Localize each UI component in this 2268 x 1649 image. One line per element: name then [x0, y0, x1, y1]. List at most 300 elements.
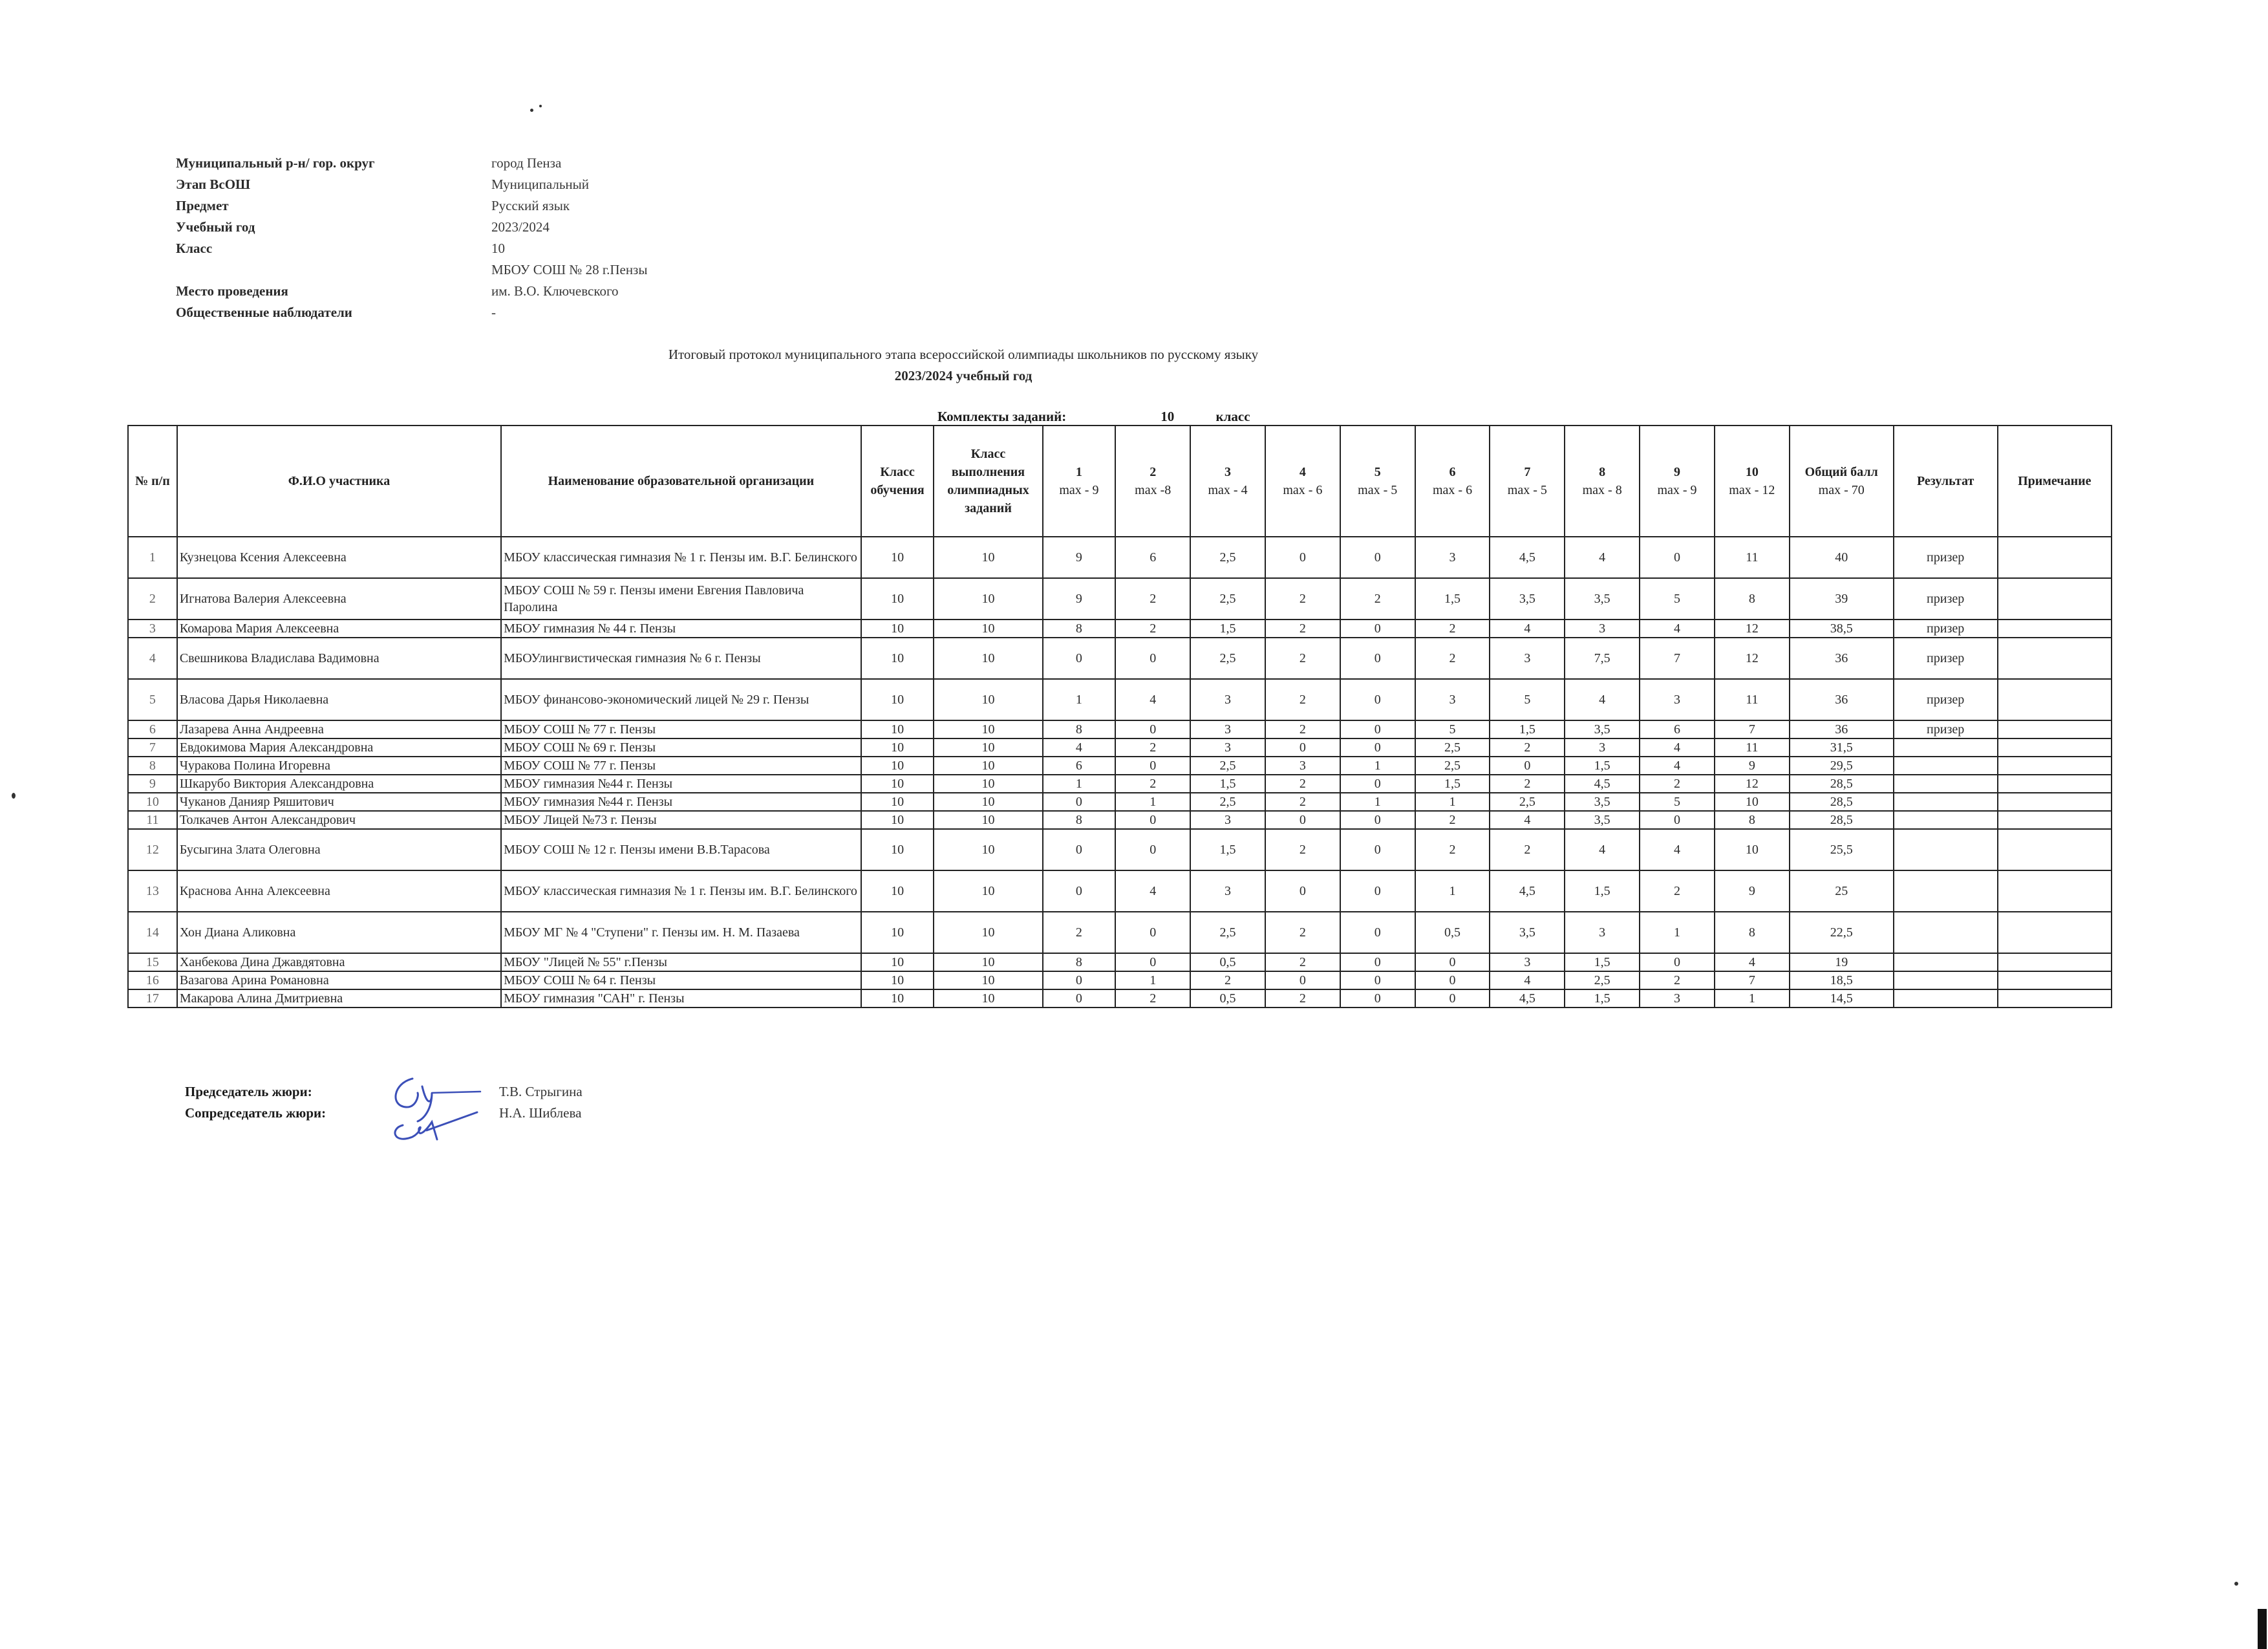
cell-score: 4,5: [1565, 775, 1640, 793]
meta-value: МБОУ СОШ № 28 г.Пензы: [491, 262, 648, 277]
cell-note: [1998, 537, 2112, 578]
cell-score: 4,5: [1490, 537, 1565, 578]
cell-score: 2,5: [1190, 912, 1265, 953]
header-result: Результат: [1894, 426, 1998, 537]
cell-score: 2: [1265, 720, 1340, 738]
cell-grade-tasks: 10: [934, 811, 1042, 829]
cell-note: [1998, 971, 2112, 989]
header-task-number: 5: [1374, 465, 1381, 479]
cell-score: 3: [1415, 537, 1490, 578]
cell-score: 1,5: [1490, 720, 1565, 738]
cell-score: 2,5: [1490, 793, 1565, 811]
cell-note: [1998, 738, 2112, 757]
cell-score: 0: [1340, 829, 1415, 870]
cell-score: 10: [1715, 793, 1790, 811]
cell-score: 4: [1715, 953, 1790, 971]
cell-name: Шкарубо Виктория Александровна: [177, 775, 501, 793]
cell-name: Евдокимова Мария Александровна: [177, 738, 501, 757]
cell-org: МБОУ классическая гимназия № 1 г. Пензы им. В.Г. Белинского: [501, 537, 861, 578]
cell-result: призер: [1894, 720, 1998, 738]
meta-label: [176, 259, 491, 281]
header-num: № п/п: [128, 426, 177, 537]
cell-score: 9: [1043, 578, 1116, 620]
meta-row: [176, 302, 647, 323]
cell-grade-tasks: 10: [934, 870, 1042, 912]
cell-org: МБОУ гимназия "САН" г. Пензы: [501, 989, 861, 1008]
cell-score: 11: [1715, 738, 1790, 757]
cell-num: 13: [128, 870, 177, 912]
header-task-max: max - 8: [1582, 483, 1622, 497]
cell-score: 8: [1715, 578, 1790, 620]
cell-score: 3: [1640, 679, 1715, 720]
header-task-max: max - 5: [1358, 483, 1398, 497]
header-task-number: 2: [1150, 465, 1157, 479]
cell-result: призер: [1894, 578, 1998, 620]
cell-total: 29,5: [1790, 757, 1894, 775]
table-row: [128, 989, 2112, 1008]
cell-score: 2: [1265, 638, 1340, 679]
header-name: Ф.И.О участника: [177, 426, 501, 537]
cell-score: 12: [1715, 620, 1790, 638]
cell-name: Хон Диана Аликовна: [177, 912, 501, 953]
cell-score: 4: [1640, 738, 1715, 757]
meta-label: Общественные наблюдатели: [176, 305, 352, 320]
cell-score: 7: [1640, 638, 1715, 679]
cell-score: 0: [1340, 775, 1415, 793]
cell-total: 28,5: [1790, 811, 1894, 829]
cell-num: 17: [128, 989, 177, 1008]
cell-org: МБОУ СОШ № 77 г. Пензы: [501, 757, 861, 775]
header-note: Примечание: [1998, 426, 2112, 537]
cell-org: МБОУ гимназия № 44 г. Пензы: [501, 620, 861, 638]
cell-score: 4: [1640, 829, 1715, 870]
meta-label: Муниципальный р-н/ гор. округ: [176, 155, 375, 171]
cell-num: 16: [128, 971, 177, 989]
header-task: [1115, 426, 1190, 537]
cell-grade: 10: [861, 953, 934, 971]
header-task-max: max - 4: [1208, 483, 1248, 497]
cell-result: [1894, 775, 1998, 793]
cell-org: МБОУ СОШ № 12 г. Пензы имени В.В.Тарасова: [501, 829, 861, 870]
cell-grade: 10: [861, 679, 934, 720]
cell-score: 1: [1415, 793, 1490, 811]
cell-score: 0: [1340, 912, 1415, 953]
cell-name: Чуканов Данияр Ряшитович: [177, 793, 501, 811]
cell-score: 0: [1340, 620, 1415, 638]
cell-total: 31,5: [1790, 738, 1894, 757]
cell-total: 25,5: [1790, 829, 1894, 870]
cell-score: 1: [1715, 989, 1790, 1008]
cell-score: 4: [1490, 620, 1565, 638]
cell-num: 7: [128, 738, 177, 757]
header-task-max: max - 12: [1729, 483, 1775, 497]
header-task-number: 9: [1674, 465, 1680, 479]
cell-score: 1: [1640, 912, 1715, 953]
meta-row: [176, 195, 647, 217]
cell-score: 1: [1115, 793, 1190, 811]
meta-value: Русский язык: [491, 198, 570, 213]
cell-name: Краснова Анна Алексеевна: [177, 870, 501, 912]
cell-score: 6: [1115, 537, 1190, 578]
cell-score: 2,5: [1415, 757, 1490, 775]
meta-label: Учебный год: [176, 219, 255, 235]
cell-grade-tasks: 10: [934, 578, 1042, 620]
table-row: [128, 912, 2112, 953]
table-header-row: [128, 426, 2112, 537]
cell-score: 8: [1043, 811, 1116, 829]
cell-score: 2: [1265, 953, 1340, 971]
cell-score: 0: [1340, 811, 1415, 829]
cell-score: 2: [1043, 912, 1116, 953]
table-row: [128, 811, 2112, 829]
cell-org: МБОУ классическая гимназия № 1 г. Пензы им. В.Г. Белинского: [501, 870, 861, 912]
header-task-number: 4: [1299, 465, 1306, 479]
cell-score: 0: [1340, 638, 1415, 679]
cell-org: МБОУ Лицей №73 г. Пензы: [501, 811, 861, 829]
cell-score: 0: [1340, 537, 1415, 578]
header-task-max: max -8: [1135, 483, 1171, 497]
cell-score: 2: [1265, 775, 1340, 793]
table-row: [128, 738, 2112, 757]
signature-row: [185, 1103, 583, 1124]
cell-grade-tasks: 10: [934, 793, 1042, 811]
cell-score: 3: [1640, 989, 1715, 1008]
cell-result: [1894, 811, 1998, 829]
cell-score: 1,5: [1190, 775, 1265, 793]
meta-value: им. В.О. Ключевского: [491, 283, 619, 299]
cell-score: 0: [1043, 638, 1116, 679]
cell-score: 4: [1490, 811, 1565, 829]
cell-score: 1,5: [1190, 620, 1265, 638]
meta-value: город Пенза: [491, 155, 562, 171]
header-task: [1715, 426, 1790, 537]
scan-speck: [530, 109, 533, 112]
cell-score: 0: [1115, 811, 1190, 829]
cell-result: [1894, 989, 1998, 1008]
cell-score: 2: [1115, 620, 1190, 638]
cell-num: 6: [128, 720, 177, 738]
cell-score: 3,5: [1490, 912, 1565, 953]
cell-grade: 10: [861, 912, 934, 953]
cell-result: [1894, 953, 1998, 971]
header-task: [1043, 426, 1116, 537]
meta-label: Этап ВсОШ: [176, 177, 251, 192]
cell-score: 6: [1043, 757, 1116, 775]
cell-score: 0: [1043, 793, 1116, 811]
cell-score: 3: [1190, 720, 1265, 738]
table-row: [128, 720, 2112, 738]
header-task: [1565, 426, 1640, 537]
header-task-number: 3: [1225, 465, 1232, 479]
cell-score: 0: [1415, 989, 1490, 1008]
cell-org: МБОУ гимназия №44 г. Пензы: [501, 793, 861, 811]
task-sets-value: 10: [1161, 409, 1175, 424]
cell-result: [1894, 912, 1998, 953]
cell-score: 2,5: [1415, 738, 1490, 757]
cell-score: 2: [1340, 578, 1415, 620]
cell-score: 2: [1640, 971, 1715, 989]
cell-name: Власова Дарья Николаевна: [177, 679, 501, 720]
cell-score: 2: [1415, 811, 1490, 829]
header-task: [1265, 426, 1340, 537]
cell-note: [1998, 638, 2112, 679]
cell-score: 4: [1640, 757, 1715, 775]
cell-score: 0: [1340, 720, 1415, 738]
cell-score: 2,5: [1565, 971, 1640, 989]
table-row: [128, 679, 2112, 720]
cell-score: 5: [1640, 793, 1715, 811]
cell-note: [1998, 829, 2112, 870]
cell-org: МБОУ МГ № 4 "Ступени" г. Пензы им. Н. М. Пазаева: [501, 912, 861, 953]
scan-speck: [539, 105, 542, 107]
cell-name: Лазарева Анна Андреевна: [177, 720, 501, 738]
cell-score: 1: [1043, 775, 1116, 793]
cell-score: 0: [1265, 537, 1340, 578]
cell-num: 11: [128, 811, 177, 829]
header-task-number: 8: [1599, 465, 1606, 479]
cell-score: 0,5: [1415, 912, 1490, 953]
cell-score: 3: [1415, 679, 1490, 720]
table-row: [128, 793, 2112, 811]
signature-role: Сопредседатель жюри:: [185, 1105, 326, 1121]
cell-grade-tasks: 10: [934, 775, 1042, 793]
cell-result: [1894, 870, 1998, 912]
cell-grade: 10: [861, 720, 934, 738]
cell-score: 12: [1715, 775, 1790, 793]
cell-score: 9: [1043, 537, 1116, 578]
table-row: [128, 870, 2112, 912]
cell-num: 10: [128, 793, 177, 811]
cell-grade-tasks: 10: [934, 620, 1042, 638]
cell-score: 0: [1043, 989, 1116, 1008]
cell-score: 2: [1640, 775, 1715, 793]
meta-value: -: [491, 305, 496, 320]
cell-name: Комарова Мария Алексеевна: [177, 620, 501, 638]
cell-score: 1,5: [1565, 953, 1640, 971]
cell-note: [1998, 870, 2112, 912]
cell-result: призер: [1894, 620, 1998, 638]
cell-score: 1,5: [1415, 775, 1490, 793]
cell-result: [1894, 738, 1998, 757]
cell-score: 2: [1490, 738, 1565, 757]
meta-row: [176, 259, 647, 281]
cell-total: 38,5: [1790, 620, 1894, 638]
cell-org: МБОУ СОШ № 59 г. Пензы имени Евгения Павловича Паролина: [501, 578, 861, 620]
cell-grade-tasks: 10: [934, 537, 1042, 578]
cell-num: 1: [128, 537, 177, 578]
header-task: [1190, 426, 1265, 537]
cell-score: 7,5: [1565, 638, 1640, 679]
cell-score: 2: [1115, 989, 1190, 1008]
meta-label: Класс: [176, 241, 213, 256]
table-row: [128, 638, 2112, 679]
cell-score: 2: [1490, 829, 1565, 870]
cell-grade-tasks: 10: [934, 912, 1042, 953]
cell-score: 0: [1115, 757, 1190, 775]
cell-total: 25: [1790, 870, 1894, 912]
cell-total: 19: [1790, 953, 1894, 971]
cell-total: 36: [1790, 720, 1894, 738]
header-task: [1340, 426, 1415, 537]
cell-score: 3: [1190, 679, 1265, 720]
cell-score: 2: [1115, 738, 1190, 757]
cell-score: 2: [1115, 578, 1190, 620]
cell-num: 9: [128, 775, 177, 793]
cell-score: 0: [1115, 638, 1190, 679]
cell-org: МБОУ СОШ № 77 г. Пензы: [501, 720, 861, 738]
cell-score: 3: [1490, 953, 1565, 971]
table-row: [128, 953, 2112, 971]
cell-num: 8: [128, 757, 177, 775]
header-task-max: max - 6: [1432, 483, 1473, 497]
cell-score: 4: [1565, 679, 1640, 720]
cell-total: 28,5: [1790, 775, 1894, 793]
cell-org: МБОУ СОШ № 64 г. Пензы: [501, 971, 861, 989]
cell-grade-tasks: 10: [934, 720, 1042, 738]
meta-row: [176, 153, 647, 174]
table-row: [128, 578, 2112, 620]
meta-value: 2023/2024: [491, 219, 550, 235]
cell-grade: 10: [861, 578, 934, 620]
header-total-label: Общий балл: [1804, 465, 1878, 479]
cell-org: МБОУ "Лицей № 55" г.Пензы: [501, 953, 861, 971]
cell-result: призер: [1894, 638, 1998, 679]
cell-note: [1998, 912, 2112, 953]
header-task-max: max - 9: [1059, 483, 1099, 497]
header-task-number: 6: [1449, 465, 1456, 479]
cell-score: 0,5: [1190, 953, 1265, 971]
cell-score: 8: [1043, 953, 1116, 971]
cell-note: [1998, 953, 2112, 971]
cell-score: 2: [1265, 620, 1340, 638]
header-task-max: max - 5: [1507, 483, 1547, 497]
cell-total: 28,5: [1790, 793, 1894, 811]
cell-score: 3,5: [1565, 793, 1640, 811]
cell-score: 2: [1265, 829, 1340, 870]
cell-score: 12: [1715, 638, 1790, 679]
cell-score: 0: [1640, 811, 1715, 829]
cell-num: 5: [128, 679, 177, 720]
cell-grade: 10: [861, 811, 934, 829]
cell-score: 4: [1640, 620, 1715, 638]
handwritten-signature: [387, 1067, 484, 1145]
cell-name: Вазагова Арина Романовна: [177, 971, 501, 989]
cell-score: 1,5: [1565, 989, 1640, 1008]
cell-total: 14,5: [1790, 989, 1894, 1008]
header-task-number: 1: [1075, 465, 1082, 479]
header-total: [1790, 426, 1894, 537]
cell-score: 3,5: [1490, 578, 1565, 620]
header-grade: Класс обучения: [861, 426, 934, 537]
cell-org: МБОУ СОШ № 69 г. Пензы: [501, 738, 861, 757]
cell-score: 0: [1340, 953, 1415, 971]
cell-score: 0: [1640, 537, 1715, 578]
header-grade-tasks: Класс выполнения олимпиадных заданий: [934, 426, 1042, 537]
cell-score: 2,5: [1190, 537, 1265, 578]
table-body: [128, 537, 2112, 1008]
cell-score: 1: [1340, 757, 1415, 775]
cell-grade: 10: [861, 870, 934, 912]
cell-grade: 10: [861, 775, 934, 793]
table-row: [128, 829, 2112, 870]
scan-edge-mark: [2258, 1609, 2267, 1649]
cell-note: [1998, 720, 2112, 738]
cell-score: 7: [1715, 971, 1790, 989]
header-task-number: 7: [1524, 465, 1531, 479]
cell-grade-tasks: 10: [934, 971, 1042, 989]
cell-org: МБОУ гимназия №44 г. Пензы: [501, 775, 861, 793]
header-task: [1415, 426, 1490, 537]
cell-score: 2: [1415, 638, 1490, 679]
cell-score: 0: [1415, 953, 1490, 971]
cell-score: 10: [1715, 829, 1790, 870]
meta-value: Муниципальный: [491, 177, 589, 192]
cell-grade: 10: [861, 793, 934, 811]
cell-score: 8: [1715, 811, 1790, 829]
cell-grade: 10: [861, 989, 934, 1008]
cell-score: 2: [1115, 775, 1190, 793]
cell-score: 4,5: [1490, 870, 1565, 912]
cell-score: 2: [1265, 578, 1340, 620]
cell-grade: 10: [861, 829, 934, 870]
cell-score: 0: [1115, 720, 1190, 738]
cell-score: 0: [1340, 679, 1415, 720]
cell-num: 15: [128, 953, 177, 971]
meta-row: [176, 238, 647, 259]
cell-score: 2,5: [1190, 757, 1265, 775]
header-task-max: max - 6: [1283, 483, 1323, 497]
cell-score: 1: [1043, 679, 1116, 720]
cell-score: 2: [1265, 793, 1340, 811]
cell-score: 3: [1565, 912, 1640, 953]
cell-note: [1998, 989, 2112, 1008]
cell-num: 4: [128, 638, 177, 679]
cell-note: [1998, 775, 2112, 793]
cell-name: Бусыгина Злата Олеговна: [177, 829, 501, 870]
cell-total: 36: [1790, 638, 1894, 679]
cell-score: 11: [1715, 537, 1790, 578]
cell-name: Свешникова Владислава Вадимовна: [177, 638, 501, 679]
cell-result: [1894, 757, 1998, 775]
cell-score: 6: [1640, 720, 1715, 738]
signature-name: Т.В. Стрыгина: [499, 1084, 583, 1099]
cell-score: 0: [1340, 738, 1415, 757]
header-task-max: max - 9: [1657, 483, 1697, 497]
cell-score: 0: [1043, 870, 1116, 912]
cell-note: [1998, 679, 2112, 720]
meta-row: [176, 281, 647, 302]
cell-score: 0: [1265, 738, 1340, 757]
task-sets-suffix: класс: [1215, 409, 1250, 424]
cell-score: 1,5: [1415, 578, 1490, 620]
meta-value: 10: [491, 241, 505, 256]
cell-note: [1998, 757, 2112, 775]
cell-score: 1: [1415, 870, 1490, 912]
cell-score: 3: [1565, 738, 1640, 757]
cell-score: 0: [1043, 971, 1116, 989]
cell-score: 0: [1115, 829, 1190, 870]
cell-grade-tasks: 10: [934, 953, 1042, 971]
cell-grade-tasks: 10: [934, 757, 1042, 775]
cell-score: 1: [1115, 971, 1190, 989]
cell-score: 8: [1715, 912, 1790, 953]
cell-score: 3: [1490, 638, 1565, 679]
header-total-max: max - 70: [1818, 483, 1865, 497]
cell-score: 2: [1190, 971, 1265, 989]
cell-name: Игнатова Валерия Алексеевна: [177, 578, 501, 620]
table-row: [128, 757, 2112, 775]
header-task: [1640, 426, 1715, 537]
